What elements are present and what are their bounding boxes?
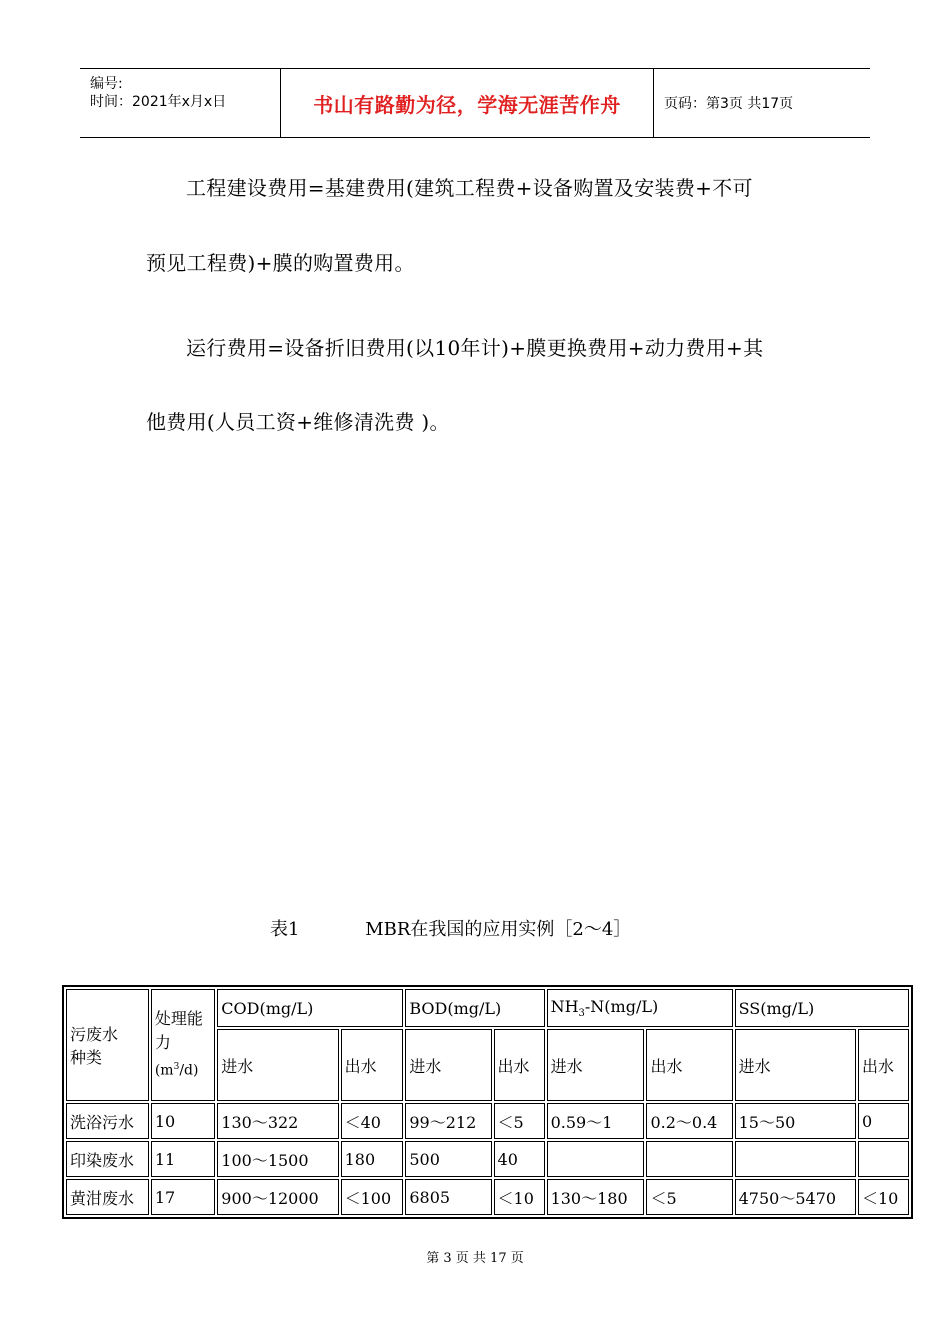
- header-bod: BOD(mg/L): [405, 989, 544, 1027]
- row-bod-out: ＜10: [494, 1179, 545, 1215]
- table-title: MBR在我国的应用实例［2～4］: [365, 919, 632, 940]
- row-cod-in: 900～12000: [217, 1179, 338, 1215]
- header-capacity-line2: 力: [154, 1033, 171, 1053]
- ss-in-header: 进水: [735, 1029, 856, 1101]
- row-bod-out: ＜5: [494, 1103, 545, 1139]
- paragraph-construction-cost-cont: 预见工程费)+膜的购置费用。: [146, 251, 415, 275]
- nh-out-header: 出水: [646, 1029, 732, 1101]
- code-label: 编号:: [90, 76, 123, 92]
- row-ss-out: 0: [858, 1103, 909, 1139]
- row-cod-out: 180: [341, 1141, 404, 1177]
- cod-out-header: 出水: [341, 1029, 404, 1101]
- table-header-row: [66, 989, 909, 1027]
- table-row: [66, 1179, 909, 1215]
- header-capacity: [151, 989, 215, 1101]
- row-cod-out: ＜100: [341, 1179, 404, 1215]
- header-page-info: [654, 69, 870, 137]
- row-ss-in: 15～50: [735, 1103, 856, 1139]
- page-footer: 第 3 页 共 17 页: [426, 1251, 524, 1266]
- row-ss-out: [858, 1141, 909, 1177]
- row-nh-in: 0.59～1: [547, 1103, 645, 1139]
- row-bod-out: 40: [494, 1141, 545, 1177]
- row-ss-in: 4750～5470: [735, 1179, 856, 1215]
- header-nh3n: $NH_3-N(mg/L)$: [547, 989, 733, 1027]
- nh-in-header: 进水: [547, 1029, 645, 1101]
- row-ss-out: ＜10: [858, 1179, 909, 1215]
- motto: 书山有路勤为径，学海无涯苦作舟: [313, 92, 621, 117]
- row-bod-in: 500: [405, 1141, 491, 1177]
- mbr-application-table: [62, 985, 913, 1219]
- header-motto-cell: [281, 69, 654, 137]
- paragraph-operating-cost: 运行费用=设备折旧费用(以10年计)+膜更换费用+动力费用+其: [186, 336, 764, 360]
- header-type-line2: 种类: [70, 1048, 103, 1068]
- row-cod-in: 100～1500: [217, 1141, 338, 1177]
- row-capacity: 11: [151, 1141, 215, 1177]
- header-capacity-unit: $(m^3/d)$: [154, 1062, 199, 1079]
- page-header: [80, 68, 870, 138]
- header-ss: SS(mg/L): [735, 989, 909, 1027]
- header-cod: COD(mg/L): [217, 989, 403, 1027]
- header-type-line1: 污废水: [70, 1025, 119, 1045]
- row-bod-in: 6805: [405, 1179, 491, 1215]
- header-meta: [80, 69, 281, 137]
- page-info: 页码：第3页 共17页: [664, 96, 794, 112]
- header-capacity-line1: 处理能: [154, 1009, 203, 1029]
- row-capacity: 10: [151, 1103, 215, 1139]
- row-capacity: 17: [151, 1179, 215, 1215]
- table-number: 表1: [270, 919, 300, 940]
- date-label: 时间：2021年x月x日: [90, 94, 227, 110]
- row-nh-out: 0.2～0.4: [646, 1103, 732, 1139]
- row-ss-in: [735, 1141, 856, 1177]
- row-nh-out: ＜5: [646, 1179, 732, 1215]
- row-type: 洗浴污水: [66, 1103, 149, 1139]
- paragraph-operating-cost-cont: 他费用(人员工资+维修清洗费 )。: [146, 410, 450, 434]
- table-caption: [270, 915, 631, 941]
- row-cod-out: ＜40: [341, 1103, 404, 1139]
- row-type: 印染废水: [66, 1141, 149, 1177]
- paragraph-construction-cost: 工程建设费用=基建费用(建筑工程费+设备购置及安装费+不可: [186, 176, 753, 200]
- row-cod-in: 130～322: [217, 1103, 338, 1139]
- bod-out-header: 出水: [494, 1029, 545, 1101]
- row-type: 黄泔废水: [66, 1179, 149, 1215]
- header-wastewater-type: [66, 989, 149, 1101]
- table-row: [66, 1103, 909, 1139]
- table-row: [66, 1141, 909, 1177]
- row-nh-out: [646, 1141, 732, 1177]
- row-bod-in: 99～212: [405, 1103, 491, 1139]
- row-nh-in: 130～180: [547, 1179, 645, 1215]
- ss-out-header: 出水: [858, 1029, 909, 1101]
- bod-in-header: 进水: [405, 1029, 491, 1101]
- cod-in-header: 进水: [217, 1029, 338, 1101]
- row-nh-in: [547, 1141, 645, 1177]
